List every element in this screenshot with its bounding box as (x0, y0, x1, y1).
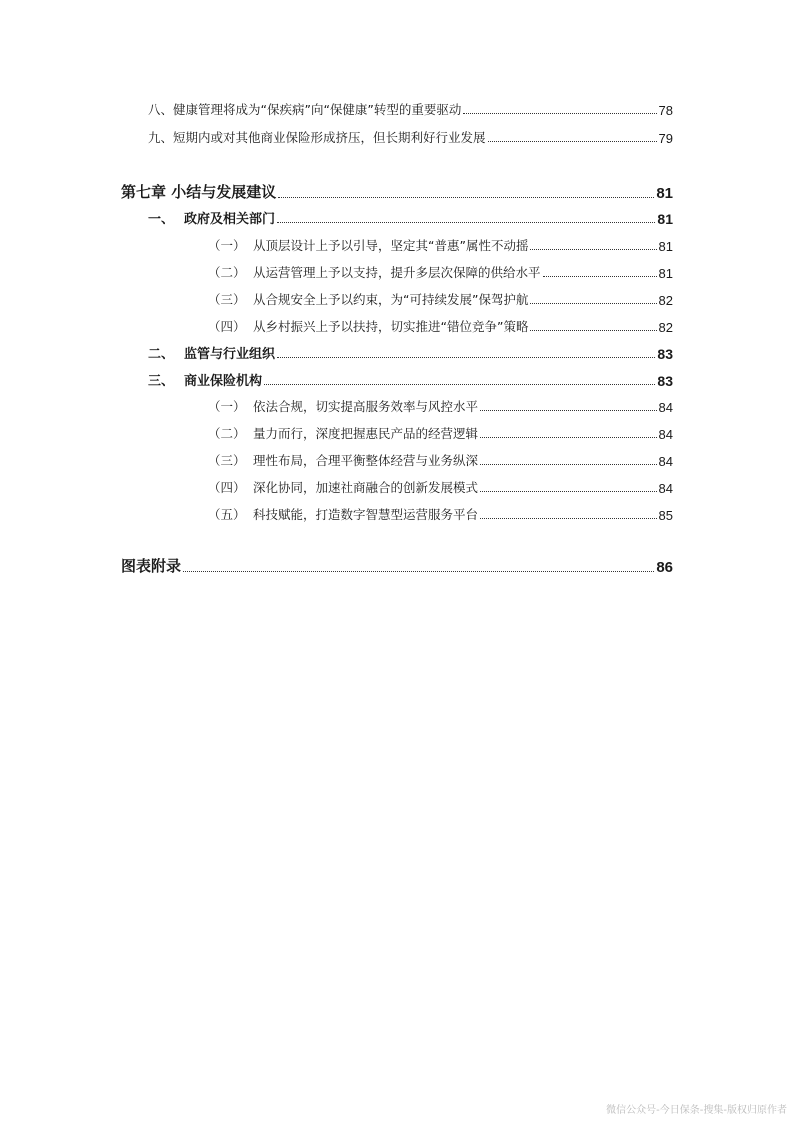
toc-leader (530, 303, 656, 304)
toc-section-label (148, 343, 275, 362)
toc-subsection-title: 深化协同，加速社商融合的创新发展模式 (253, 480, 479, 495)
toc-leader (277, 222, 655, 223)
toc-subsection-title: 从乡村振兴上予以扶持，切实推进“错位竞争”策略 (253, 319, 529, 334)
toc-subsection-entry[interactable] (208, 397, 673, 415)
toc-entry[interactable] (148, 128, 673, 146)
toc-page-number: 85 (658, 508, 673, 523)
toc-appendix-entry[interactable] (121, 555, 673, 576)
toc-section-title: 政府及相关部门 (184, 212, 276, 227)
toc-leader (264, 384, 655, 385)
toc-leader (480, 464, 657, 465)
toc-section-entry[interactable] (148, 208, 673, 227)
toc-leader (480, 437, 657, 438)
toc-subsection-label (208, 236, 528, 254)
toc-leader (183, 571, 654, 572)
toc-subsection-title: 理性布局，合理平衡整体经营与业务纵深 (253, 453, 479, 468)
toc-subsection-label (208, 478, 478, 496)
toc-page-number: 86 (656, 559, 673, 576)
toc-appendix-label: 图表附录 (121, 557, 182, 575)
toc-subsection-title: 从运营管理上予以支持，提升多层次保障的供给水平 (253, 265, 541, 280)
toc-entry[interactable] (148, 100, 673, 118)
watermark-text: 微信公众号-今日保条-搜集-版权归原作者 (606, 1105, 787, 1116)
toc-page-number: 79 (658, 131, 673, 146)
toc-subsection-number: （二） (208, 426, 246, 441)
toc-page-number: 82 (658, 293, 673, 308)
toc-subsection-entry[interactable] (208, 424, 673, 442)
toc-leader (530, 249, 656, 250)
toc-subsection-number: （三） (208, 292, 246, 307)
toc-section-entry[interactable] (148, 370, 673, 389)
toc-subsection-number: （一） (208, 238, 246, 253)
toc-subsection-title: 从顶层设计上予以引导，坚定其“普惠”属性不动摇 (253, 238, 529, 253)
toc-page-number: 84 (658, 400, 673, 415)
toc-subsection-entry[interactable] (208, 478, 673, 496)
toc-leader (463, 113, 656, 114)
toc-page-number: 83 (657, 346, 673, 362)
toc-page-number: 84 (658, 481, 673, 496)
toc-subsection-number: （四） (208, 480, 246, 495)
toc-leader (277, 357, 655, 358)
toc-entry-label: 八、健康管理将成为“保疾病”向“保健康”转型的重要驱动 (148, 102, 462, 117)
toc-section-title: 商业保险机构 (184, 374, 263, 389)
toc-subsection-label (208, 263, 541, 281)
toc-subsection-entry[interactable] (208, 451, 673, 469)
toc-chapter-label: 第七章 小结与发展建议 (121, 183, 277, 201)
toc-entry-label: 九、短期内或对其他商业保险形成挤压，但长期利好行业发展 (148, 130, 486, 145)
toc-subsection-label (208, 317, 528, 335)
toc-subsection-number: （四） (208, 319, 246, 334)
toc-subsection-title: 依法合规，切实提高服务效率与风控水平 (253, 399, 479, 414)
toc-page-number: 84 (658, 454, 673, 469)
toc-subsection-number: （三） (208, 453, 246, 468)
toc-subsection-label (208, 290, 528, 308)
toc-section-entry[interactable] (148, 343, 673, 362)
toc-page-number: 83 (657, 373, 673, 389)
toc-leader (480, 410, 657, 411)
toc-leader (530, 330, 656, 331)
toc-section-number: 一、 (148, 212, 175, 227)
toc-subsection-entry[interactable] (208, 290, 673, 308)
toc-section-label (148, 370, 262, 389)
toc-chapter-entry[interactable] (121, 181, 673, 202)
toc-leader (480, 491, 657, 492)
toc-leader (543, 276, 657, 277)
toc-page-number: 81 (658, 239, 673, 254)
toc-leader (480, 518, 657, 519)
toc-section-label (148, 208, 275, 227)
toc-leader (488, 141, 657, 142)
toc-section-title: 监管与行业组织 (184, 347, 276, 362)
toc-subsection-number: （五） (208, 507, 246, 522)
toc-subsection-label (208, 451, 478, 469)
toc-section-number: 二、 (148, 347, 175, 362)
toc-page-number: 82 (658, 320, 673, 335)
toc-subsection-label (208, 505, 478, 523)
toc-subsection-title: 量力而行，深度把握惠民产品的经营逻辑 (253, 426, 479, 441)
toc-subsection-entry[interactable] (208, 317, 673, 335)
toc-page-number: 81 (658, 266, 673, 281)
toc-subsection-label (208, 397, 478, 415)
toc-section-number: 三、 (148, 374, 175, 389)
toc-subsection-label (208, 424, 478, 442)
toc-subsection-number: （二） (208, 265, 246, 280)
toc-leader (278, 197, 654, 198)
toc-subsection-entry[interactable] (208, 505, 673, 523)
toc-page-number: 81 (657, 211, 673, 227)
toc-page-number: 84 (658, 427, 673, 442)
toc-subsection-title: 从合规安全上予以约束，为“可持续发展”保驾护航 (253, 292, 529, 307)
toc-subsection-entry[interactable] (208, 263, 673, 281)
toc-page-number: 81 (656, 185, 673, 202)
toc-subsection-title: 科技赋能，打造数字智慧型运营服务平台 (253, 507, 479, 522)
toc-subsection-entry[interactable] (208, 236, 673, 254)
toc-subsection-number: （一） (208, 399, 246, 414)
toc-page-number: 78 (658, 103, 673, 118)
